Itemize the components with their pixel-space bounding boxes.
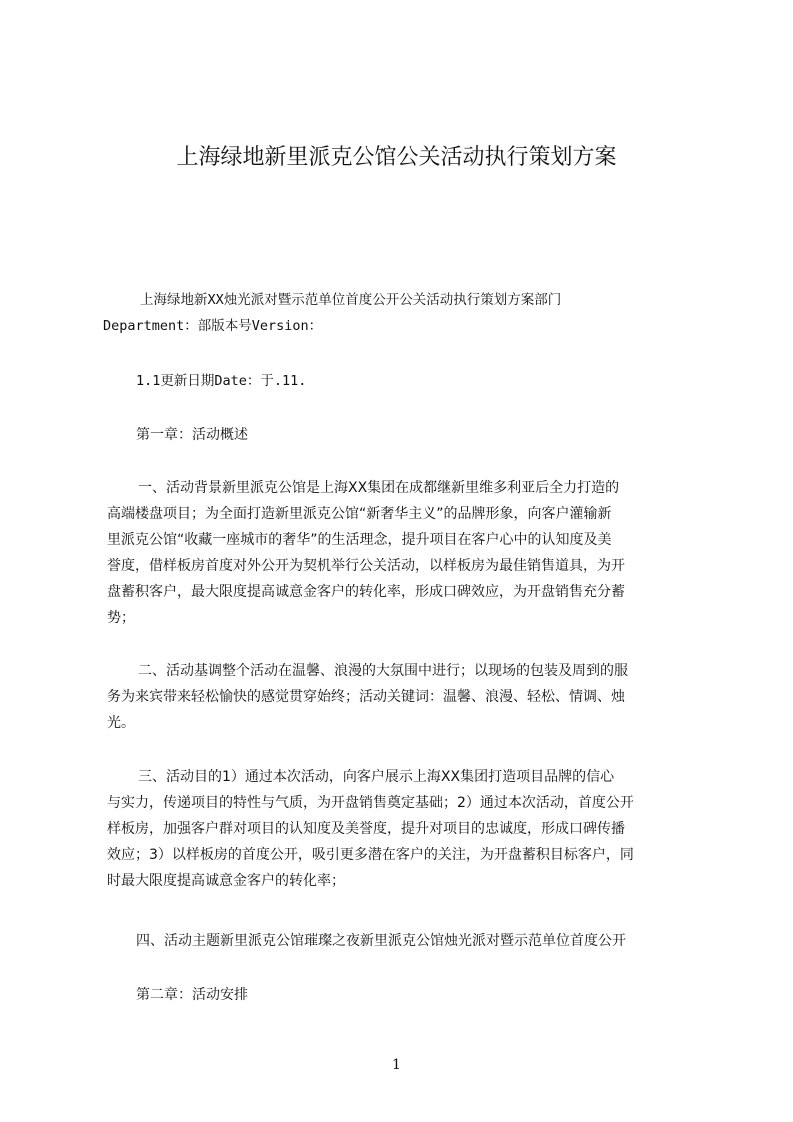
section-1-line-2: 高端楼盘项目；为全面打造新里派克公馆“新奢华主义”的品牌形象，向客户灌输新 xyxy=(107,506,612,522)
section-1-line-3: 里派克公馆“收藏一座城市的奢华”的生活理念，提升项目在客户心中的认知度及美 xyxy=(107,532,612,548)
section-3-line-4: 效应；3）以样板房的首度公开，吸引更多潜在客户的关注，为开盘蓄积目标客户，同 xyxy=(107,847,634,863)
section-4-line: 四、活动主题新里派克公馆璀璨之夜新里派克公馆烛光派对暨示范单位首度公开 xyxy=(136,933,626,949)
section-3-line-2: 与实力，传递项目的特性与气质，为开盘销售奠定基础；2）通过本次活动，首度公开 xyxy=(107,795,634,811)
section-1-line-4: 誉度，借样板房首度对外公开为契机举行公关活动，以样板房为最佳销售道具，为开 xyxy=(107,558,625,574)
intro-line-2: Department：部版本号Version： xyxy=(103,318,323,334)
document-title: 上海绿地新里派克公馆公关活动执行策划方案 xyxy=(176,145,617,170)
chapter-1-heading: 第一章：活动概述 xyxy=(136,427,248,443)
chapter-2-heading: 第二章：活动安排 xyxy=(136,987,248,1003)
section-1-line-5: 盘蓄积客户，最大限度提高诚意金客户的转化率，形成口碑效应，为开盘销售充分蓄 xyxy=(107,584,625,600)
intro-line-1: 上海绿地新XX烛光派对暨示范单位首度公开公关活动执行策划方案部门 xyxy=(140,292,562,308)
section-1-line-6: 势； xyxy=(107,610,135,626)
section-3-line-5: 时最大限度提高诚意金客户的转化率； xyxy=(107,873,345,889)
section-2-line-2: 务为来宾带来轻松愉快的感觉贯穿始终；活动关键词：温馨、浪漫、轻松、情调、烛 xyxy=(107,689,625,705)
page-number: 1 xyxy=(392,1057,401,1073)
section-3-line-1: 三、活动目的1）通过本次活动，向客户展示上海XX集团打造项目品牌的信心 xyxy=(138,769,615,785)
section-3-line-3: 样板房，加强客户群对项目的认知度及美誉度，提升对项目的忠诚度，形成口碑传播 xyxy=(107,821,625,837)
update-date-line: 1.1更新日期Date：于.11. xyxy=(136,373,307,389)
section-2-line-1: 二、活动基调整个活动在温馨、浪漫的大氛围中进行；以现场的包装及周到的服 xyxy=(138,663,628,679)
section-1-line-1: 一、活动背景新里派克公馆是上海XX集团在成都继新里维多利亚后全力打造的 xyxy=(138,480,620,496)
section-2-line-3: 光。 xyxy=(107,715,135,731)
